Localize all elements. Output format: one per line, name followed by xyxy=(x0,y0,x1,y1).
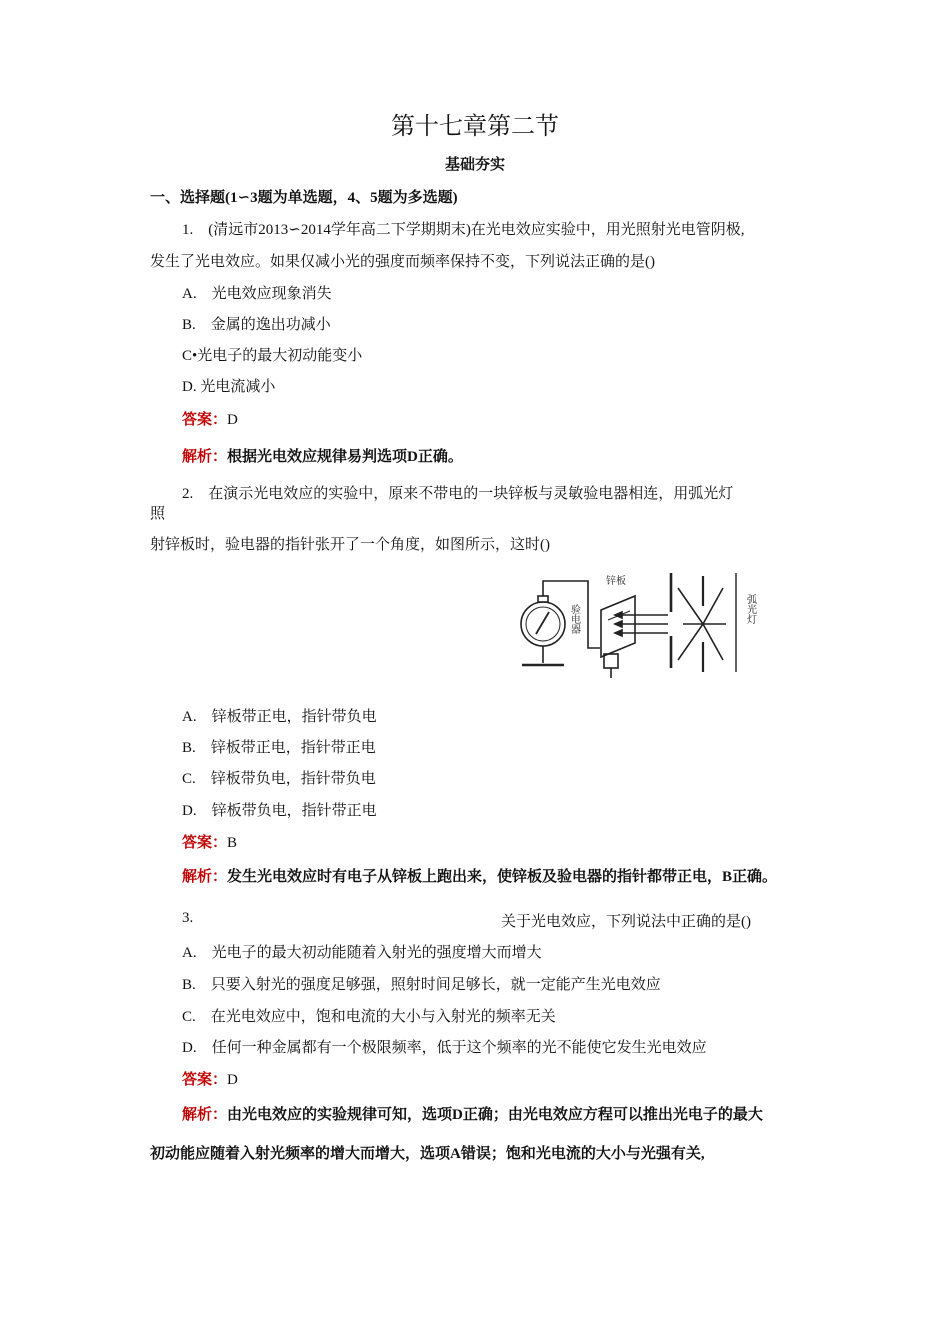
electroscope-dial xyxy=(521,602,565,646)
q2-option-c: C. 锌板带负电，指针带负电 xyxy=(182,771,376,787)
zinc-plate-label: 锌板 xyxy=(606,576,626,587)
photoelectric-figure xyxy=(518,568,780,682)
analysis-label: 解析： xyxy=(182,1107,228,1123)
q1-stem-line2: 发生了光电效应。如果仅减小光的强度而频率保持不变，下列说法正确的是() xyxy=(150,254,655,270)
electroscope-needle xyxy=(536,612,549,634)
lamp-ray-1 xyxy=(678,588,703,624)
answer-label: 答案： xyxy=(182,1072,228,1088)
q3-answer-value: D xyxy=(227,1072,238,1088)
q2-option-a: A. 锌板带正电，指针带负电 xyxy=(182,709,377,725)
lamp-ray-4 xyxy=(703,588,723,624)
zinc-plate xyxy=(601,596,635,657)
q2-answer-value: B xyxy=(227,835,238,851)
q2-stem-line1b: 照 xyxy=(150,506,166,522)
q2-analysis-text: 发生光电效应时有电子从锌板上跑出来，使锌板及验电器的指针都带正电，B正确。 xyxy=(227,869,778,885)
q1-answer xyxy=(182,408,238,429)
analysis-label: 解析： xyxy=(182,449,228,465)
q3-option-b: B. 只要入射光的强度足够强，照射时间足够长，就一定能产生光电效应 xyxy=(182,977,661,993)
lamp-ray-5 xyxy=(703,624,723,660)
q1-option-d: D. 光电流减小 xyxy=(182,379,276,395)
page-subtitle: 基础夯实 xyxy=(444,157,505,173)
page-title: 第十七章第二节 xyxy=(391,114,559,140)
q1-option-a: A. 光电效应现象消失 xyxy=(182,286,332,302)
zinc-plate-holder xyxy=(604,654,618,668)
q3-option-a: A. 光电子的最大初动能随着入射光的强度增大而增大 xyxy=(182,945,542,961)
q1-option-c: C•光电子的最大初动能变小 xyxy=(182,348,363,364)
q2-option-b: B. 锌板带正电，指针带正电 xyxy=(182,740,376,756)
answer-label: 答案： xyxy=(182,835,228,851)
q3-analysis xyxy=(182,1103,763,1124)
electroscope-knob xyxy=(538,596,548,602)
q3-option-d: D. 任何一种金属都有一个极限频率，低于这个频率的光不能使它发生光电效应 xyxy=(182,1040,707,1056)
analysis-label: 解析： xyxy=(182,869,228,885)
lamp-ray-2 xyxy=(678,624,703,660)
q2-stem-line1: 2. 在演示光电效应的实验中，原来不带电的一块锌板与灵敏验电器相连，用弧光灯 xyxy=(182,486,734,502)
electroscope-dial-inner xyxy=(526,607,560,641)
q3-analysis-text-2: 初动能应随着入射光频率的增大而增大，选项A错误；饱和光电流的大小与光强有关, xyxy=(150,1146,705,1162)
q1-option-b: B. 金属的逸出功减小 xyxy=(182,317,331,333)
q1-stem-line1: 1. (清远市2013∽2014学年高二下学期期末)在光电效应实验中，用光照射光电管阴极, xyxy=(182,222,745,238)
answer-label: 答案： xyxy=(182,412,228,428)
q3-number: 3. xyxy=(182,910,194,926)
q1-analysis xyxy=(182,445,463,466)
q3-stem: 关于光电效应，下列说法中正确的是() xyxy=(501,914,751,930)
q2-stem-line2: 射锌板时，验电器的指针张开了一个角度，如图所示，这时() xyxy=(150,537,550,553)
section-heading: 一、选择题(1∽3题为单选题，4、5题为多选题) xyxy=(150,190,458,206)
arc-lamp-label: 弧光灯 xyxy=(744,594,756,624)
q1-answer-value: D xyxy=(227,412,238,428)
electroscope-label: 验电器 xyxy=(568,604,580,634)
q3-analysis-text-1: 由光电效应的实验规律可知，选项D正确；由光电效应方程可以推出光电子的最大 xyxy=(227,1107,763,1123)
q2-option-d: D. 锌板带负电，指针带正电 xyxy=(182,803,377,819)
q3-option-c: C. 在光电效应中，饱和电流的大小与入射光的频率无关 xyxy=(182,1009,556,1025)
q2-analysis xyxy=(182,865,777,886)
q2-answer xyxy=(182,831,237,852)
q3-answer xyxy=(182,1068,238,1089)
q1-analysis-text: 根据光电效应规律易判选项D正确。 xyxy=(227,449,463,465)
